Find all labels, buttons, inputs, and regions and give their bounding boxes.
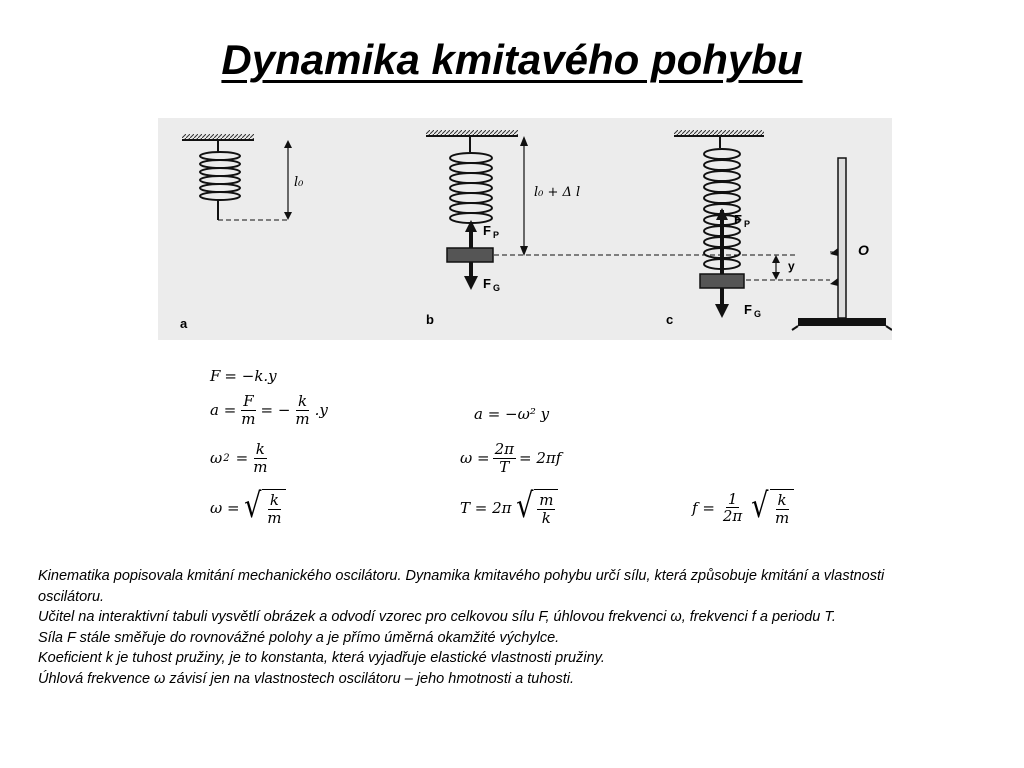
panel-b bbox=[426, 130, 798, 327]
formula-omega-squared: ω 2 = $\frac{k}{m}$ bbox=[210, 440, 268, 476]
paragraph: Úhlová frekvence ω závisí jen na vlastnostech oscilátoru – jeho hmotnosti a tuhosti. bbox=[38, 670, 574, 687]
formula-lhs: T = 2π bbox=[460, 498, 512, 517]
label-fp-b: F bbox=[483, 223, 491, 238]
formula-omega-lhs: ω bbox=[210, 449, 223, 467]
formula-force-rhs: = −k.y bbox=[224, 367, 277, 385]
label-fp-c: F bbox=[734, 212, 742, 227]
sqrt-m-k: √ $\frac{m}{k}$ bbox=[514, 489, 559, 526]
formula-frequency bbox=[692, 486, 794, 527]
formula-acceleration bbox=[210, 393, 328, 427]
fraction-num: 2π bbox=[494, 440, 514, 458]
fraction-num: F bbox=[243, 392, 254, 410]
sqrt-k-m: √ $\frac{k}{m}$ bbox=[242, 489, 287, 526]
panel-label-b: b bbox=[426, 312, 434, 327]
label-o: O bbox=[858, 242, 869, 258]
formula-lhs: f = bbox=[692, 498, 715, 517]
fraction-den: T bbox=[499, 457, 510, 476]
formula-period bbox=[460, 486, 558, 527]
formula-omega-lhs: ω = bbox=[460, 449, 490, 467]
fraction-num: 1 bbox=[727, 489, 738, 508]
label-fp-sub-c: P bbox=[744, 219, 751, 229]
fraction-k-m bbox=[251, 441, 269, 475]
formula-omega-period bbox=[460, 441, 561, 475]
fraction-2pi-t bbox=[493, 441, 516, 475]
formula-omega-sqrt bbox=[210, 486, 286, 527]
formula-acc-tail: .y bbox=[314, 401, 328, 419]
fraction-num: k bbox=[269, 491, 279, 509]
ruler-stand bbox=[792, 158, 892, 330]
paragraph: Síla F stále směřuje do rovnovážné polohy a je přímo úměrná okamžité výchylce. bbox=[38, 629, 560, 646]
label-l0: l₀ bbox=[294, 175, 304, 190]
formula-acc-lhs: a = bbox=[210, 401, 237, 419]
paragraph: Kinematika popisovala kmitání mechanického oscilátoru. Dynamika kmitavého pohybu určí sílu, která způsobuje kmitání a vlastnosti oscilátoru. bbox=[38, 568, 885, 605]
fraction-f-m bbox=[239, 393, 257, 427]
formula-omega-tail: = 2πf bbox=[518, 449, 562, 467]
fraction-den: m bbox=[774, 508, 790, 527]
spring-b bbox=[450, 153, 492, 223]
formula-force-lhs: F bbox=[210, 367, 221, 385]
fraction-num: m bbox=[539, 491, 554, 509]
label-fp-sub-b: P bbox=[493, 230, 500, 240]
fraction-den: 2π bbox=[722, 507, 743, 525]
label-fg-sub-b: G bbox=[493, 283, 501, 293]
label-l0-delta-l: l₀ + Δ l bbox=[534, 185, 581, 200]
formula-eq: = bbox=[235, 449, 249, 467]
fraction-den: k bbox=[541, 508, 551, 527]
label-y: y bbox=[788, 259, 795, 273]
formulas-block bbox=[0, 355, 1024, 545]
formula-force bbox=[210, 367, 277, 385]
spring-diagram bbox=[158, 118, 892, 340]
fraction-den: m bbox=[253, 457, 268, 476]
explanation-text bbox=[38, 566, 918, 689]
paragraph: Koeficient k je tuhost pružiny, je to konstanta, která vyjadřuje elastické vlastnosti pružiny. bbox=[38, 650, 605, 666]
fraction-k-m bbox=[293, 393, 311, 427]
formula-lhs: ω = bbox=[210, 498, 240, 517]
panel-a bbox=[180, 134, 304, 331]
spring-oscillator-figure bbox=[158, 118, 892, 340]
panel-label-c: c bbox=[666, 312, 674, 327]
label-fg-c: F bbox=[744, 302, 752, 317]
fraction-1-2pi bbox=[721, 491, 744, 525]
fraction-den: m bbox=[241, 409, 256, 428]
fraction-num: k bbox=[777, 491, 787, 509]
formula-acc-mid: = − bbox=[260, 401, 291, 419]
slide-title: Dynamika kmitavého pohybu bbox=[221, 36, 803, 83]
fraction-den: m bbox=[295, 409, 310, 428]
fraction-num: k bbox=[255, 440, 265, 458]
sqrt-k-m: √ $\frac{k}{m}$ bbox=[749, 489, 794, 526]
paragraph: Učitel na interaktivní tabuli vysvětlí obrázek a odvodí vzorec pro celkovou sílu F, úhlovou frekvenci ω, frekvenci f a periodu T. bbox=[38, 609, 836, 625]
panel-label-a: a bbox=[180, 316, 188, 331]
formula-acc-omega: a = −ω² y bbox=[474, 405, 550, 423]
fraction-num: k bbox=[297, 392, 308, 410]
fraction-den: m bbox=[267, 508, 282, 527]
spring-a bbox=[200, 152, 240, 200]
panel-c bbox=[666, 130, 892, 330]
label-fg-b: F bbox=[483, 276, 491, 291]
label-fg-sub-c: G bbox=[754, 309, 762, 319]
